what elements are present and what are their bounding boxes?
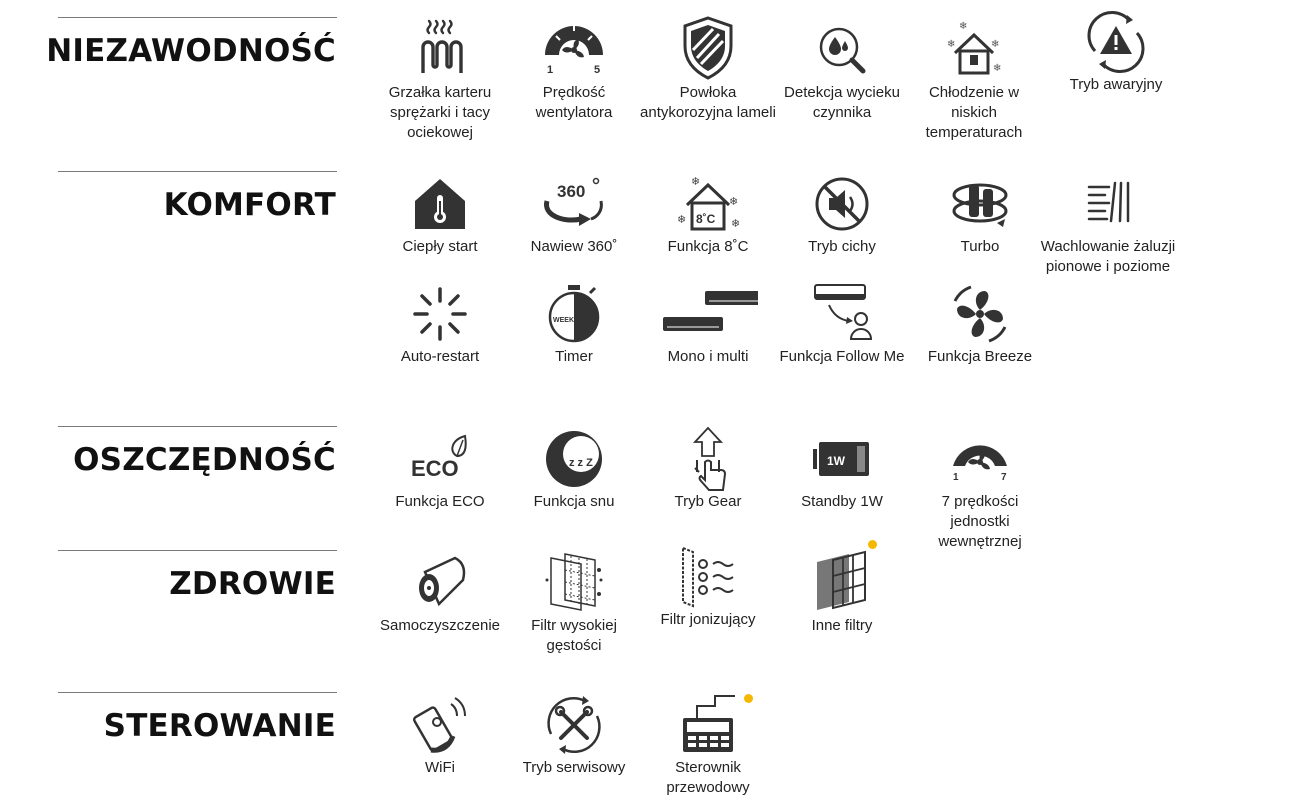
svg-text:z z Z: z z Z: [569, 457, 593, 469]
feature-label: WiFi: [425, 759, 455, 776]
feature-anticorrosion: [638, 11, 778, 123]
timer-icon: [541, 281, 607, 347]
feature-wired-controller: [638, 692, 778, 798]
feature-seven-speed: [910, 426, 1050, 552]
accent-dot: [744, 694, 753, 703]
service-mode-icon: [541, 692, 607, 758]
feature-standby: [772, 426, 912, 512]
feature-label: Samoczyszczenie: [379, 617, 501, 634]
feature-label: Standby 1W: [801, 493, 883, 510]
breeze-fan-icon: [947, 281, 1013, 347]
accent-dot: [868, 540, 877, 549]
svg-text:1W: 1W: [827, 454, 845, 468]
feature-label: Funkcja Breeze: [927, 348, 1033, 365]
feature-label: Filtr jonizujący: [660, 611, 756, 628]
feature-label: Funkcja 8˚C: [667, 238, 749, 255]
feature-emergency: [1046, 9, 1186, 95]
feature-ionizer: [638, 544, 778, 630]
self-clean-icon: [407, 550, 473, 616]
feature-label: Ciepły start: [402, 238, 478, 255]
seven-speed-gauge-icon: [947, 426, 1013, 492]
section-divider: [58, 426, 337, 427]
feature-label: Funkcja Follow Me: [779, 348, 905, 365]
svg-text:❄: ❄: [959, 21, 968, 32]
feature-timer: [504, 281, 644, 367]
feature-label: Funkcja snu: [533, 493, 615, 510]
feature-sleep: [504, 426, 644, 512]
cold-house-icon: [941, 17, 1007, 83]
svg-text:❄: ❄: [991, 39, 1000, 50]
other-filters-icon: [809, 550, 875, 616]
feature-label: Auto-restart: [400, 348, 480, 365]
feature-label: Detekcja wycieku czynnika: [784, 84, 900, 121]
section-title: OSZCZĘDNOŚĆ: [73, 442, 336, 478]
feature-wifi: [370, 692, 510, 778]
feature-self-clean: [370, 550, 510, 636]
feature-label: Tryb cichy: [808, 238, 876, 255]
feature-label: Tryb Gear: [674, 493, 742, 510]
svg-text:8˚C: 8˚C: [696, 212, 716, 226]
feature-turbo: [910, 171, 1050, 257]
svg-text:ECO: ECO: [411, 456, 459, 481]
silent-mode-icon: [809, 171, 875, 237]
svg-text:❄: ❄: [729, 195, 739, 208]
feature-label: Prędkość wentylatora: [535, 84, 613, 121]
section-divider: [58, 17, 337, 18]
feature-gear: [638, 426, 778, 512]
heater-icon: [407, 17, 473, 83]
svg-text:WEEK: WEEK: [553, 317, 574, 324]
feature-label: Grzałka karteru sprężarki i tacy ociekowej: [388, 84, 492, 141]
gear-mode-icon: [675, 426, 741, 492]
svg-text:1: 1: [547, 64, 554, 76]
feature-label: Chłodzenie w niskich temperaturach: [925, 84, 1023, 141]
svg-text:360: 360: [557, 182, 586, 201]
louver-swing-icon: [1075, 171, 1141, 237]
mono-multi-icon: [658, 281, 758, 347]
feature-label: Wachlowanie żaluzji pionowe i poziome: [1040, 238, 1176, 275]
section-title: KOMFORT: [163, 187, 336, 223]
feature-label: 7 prędkości jednostki wewnętrznej: [938, 493, 1022, 550]
feature-8c: [638, 171, 778, 257]
svg-text:❄: ❄: [677, 213, 687, 226]
feature-breeze: [910, 281, 1050, 367]
feature-label: Tryb serwisowy: [522, 759, 626, 776]
follow-me-icon: [809, 281, 875, 347]
feature-label: Timer: [555, 348, 593, 365]
feature-other-filters: [772, 550, 912, 636]
feature-service-mode: [504, 692, 644, 778]
feature-silent: [772, 171, 912, 257]
svg-text:5: 5: [594, 64, 601, 76]
fan-speed-gauge-icon: [541, 17, 607, 83]
auto-restart-icon: [407, 281, 473, 347]
feature-label: Tryb awaryjny: [1069, 76, 1163, 93]
section-title: ZDROWIE: [169, 566, 336, 602]
feature-mono-multi: [638, 281, 778, 367]
feature-label: Mono i multi: [667, 348, 749, 365]
eco-icon: [407, 426, 473, 492]
feature-label: Inne filtry: [811, 617, 873, 634]
ionizer-filter-icon: [675, 544, 741, 610]
section-title: NIEZAWODNOŚĆ: [46, 33, 336, 69]
wifi-remote-icon: [407, 692, 473, 758]
feature-follow-me: [772, 281, 912, 367]
svg-text:❄: ❄: [731, 217, 741, 230]
feature-360: [504, 171, 644, 257]
section-divider: [58, 171, 337, 172]
feature-hd-filter: [504, 550, 644, 656]
feature-leak-detection: [772, 17, 912, 123]
svg-text:❄: ❄: [947, 39, 956, 50]
section-divider: [58, 550, 337, 551]
house-8c-icon: [675, 171, 741, 237]
svg-text:1: 1: [953, 472, 959, 483]
feature-label: Filtr wysokiej gęstości: [531, 617, 617, 654]
feature-label: Turbo: [960, 238, 1000, 255]
feature-label: Nawiew 360˚: [530, 238, 618, 255]
emergency-mode-icon: [1083, 9, 1149, 75]
section-divider: [58, 692, 337, 693]
feature-heater: [370, 17, 510, 143]
svg-text:❄: ❄: [993, 63, 1002, 74]
feature-low-temp-cooling: [904, 17, 1044, 143]
wired-controller-icon: [675, 692, 741, 758]
sleep-icon: [541, 426, 607, 492]
feature-label: Sterownik przewodowy: [666, 759, 750, 796]
feature-auto-restart: [370, 281, 510, 367]
leak-detection-icon: [809, 17, 875, 83]
svg-text:❄: ❄: [691, 175, 701, 188]
svg-text:7: 7: [1001, 472, 1007, 483]
hd-filter-icon: [541, 550, 607, 616]
warm-start-icon: [407, 171, 473, 237]
feature-label: Powłoka antykorozyjna lameli: [640, 84, 776, 121]
section-title: STEROWANIE: [103, 708, 336, 744]
feature-louver-swing: [1038, 171, 1178, 277]
standby-battery-icon: [809, 426, 875, 492]
shield-icon: [675, 11, 741, 83]
airflow-360-icon: [541, 171, 607, 237]
feature-warm-start: [370, 171, 510, 257]
feature-fan-speed: [504, 17, 644, 123]
turbo-icon: [947, 171, 1013, 237]
feature-label: Funkcja ECO: [395, 493, 485, 510]
feature-eco: [370, 426, 510, 512]
